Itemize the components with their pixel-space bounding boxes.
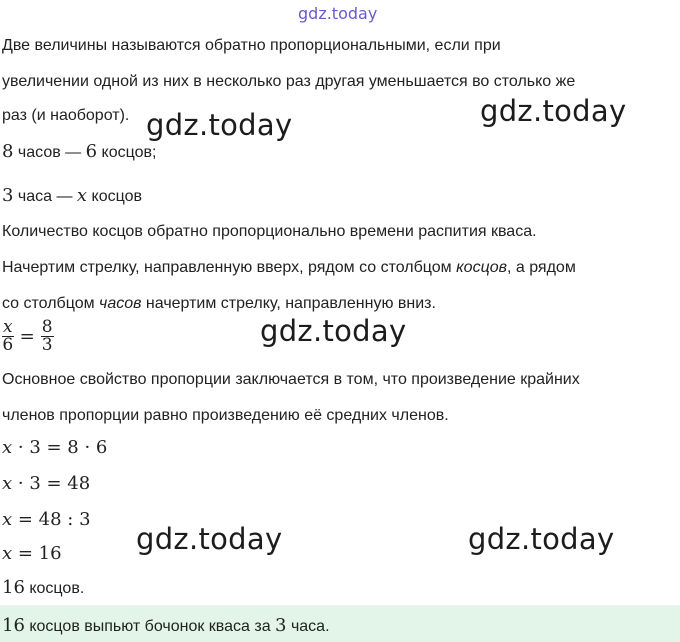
equation-3	[2, 510, 91, 530]
scythes-label: косцов;	[97, 144, 157, 161]
answer-hours-value: 3	[275, 615, 287, 636]
equation-2	[2, 474, 90, 494]
left-denominator: 6	[2, 335, 14, 355]
equals-sign: =	[19, 326, 35, 347]
result-value: 16	[2, 577, 25, 598]
watermark: gdz.today	[480, 94, 627, 128]
definition-line-1: Две величины называются обратно пропорциональными, если при	[2, 37, 501, 54]
proportion-formula	[2, 319, 54, 354]
answer-scythes-value: 16	[2, 615, 25, 636]
emphasis-hours: часов	[99, 295, 142, 312]
property-line-1: Основное свойство пропорции заключается в том, что произведение крайних	[2, 371, 580, 388]
property-line-2: членов пропорции равно произведению её средних членов.	[2, 407, 449, 424]
data-row-2	[2, 186, 142, 207]
answer-text-1: косцов выпьют бочонок кваса за	[24, 618, 276, 635]
equation-1	[2, 438, 107, 458]
watermark: gdz.today	[260, 314, 407, 348]
watermark: gdz.today	[136, 522, 283, 556]
hours-value: 3	[2, 185, 14, 206]
text-span: , а рядом	[506, 259, 576, 276]
watermark: gdz.today	[468, 522, 615, 556]
left-fraction	[2, 319, 14, 354]
answer-line	[2, 616, 330, 637]
hours-value: 8	[2, 141, 14, 162]
left-numerator: x	[3, 317, 13, 337]
explanation-line-3	[2, 294, 436, 314]
variable-x: x	[2, 543, 13, 564]
variable-x: x	[2, 473, 13, 494]
text-span: Начертим стрелку, направленную вверх, рядом со столбцом	[2, 259, 457, 276]
scythes-label: косцов	[87, 188, 142, 205]
equation-rest: · 3 = 48	[12, 473, 91, 494]
result-text: косцов.	[24, 580, 85, 597]
data-row-1	[2, 142, 156, 163]
right-denominator: 3	[41, 335, 53, 355]
answer-box	[0, 605, 680, 642]
explanation-line-1: Количество косцов обратно пропорционально времени распития кваса.	[2, 223, 537, 240]
equation-4	[2, 544, 62, 564]
right-fraction	[41, 319, 54, 354]
emphasis-scythes: косцов	[456, 259, 507, 276]
scythes-value: 6	[85, 141, 98, 162]
variable-x: x	[2, 437, 13, 458]
hours-label: часов —	[13, 144, 86, 161]
equation-rest: = 48 : 3	[12, 509, 91, 530]
answer-text-2: часа.	[286, 618, 330, 635]
right-numerator: 8	[41, 317, 53, 337]
watermark: gdz.today	[146, 108, 293, 142]
result-line	[2, 578, 84, 599]
variable-x: x	[2, 509, 13, 530]
hours-label: часа —	[13, 188, 77, 205]
equation-rest: · 3 = 8 · 6	[12, 437, 108, 458]
equation-rest: = 16	[12, 543, 62, 564]
definition-line-2: увеличении одной из них в несколько раз другая уменьшается во столько же	[2, 73, 576, 90]
text-span: со столбцом	[2, 295, 100, 312]
unknown-variable: x	[76, 185, 88, 206]
definition-line-3: раз (и наоборот).	[2, 107, 130, 124]
explanation-line-2	[2, 258, 576, 278]
site-watermark-header: gdz.today	[298, 4, 378, 23]
text-span: начертим стрелку, направленную вниз.	[141, 295, 436, 312]
